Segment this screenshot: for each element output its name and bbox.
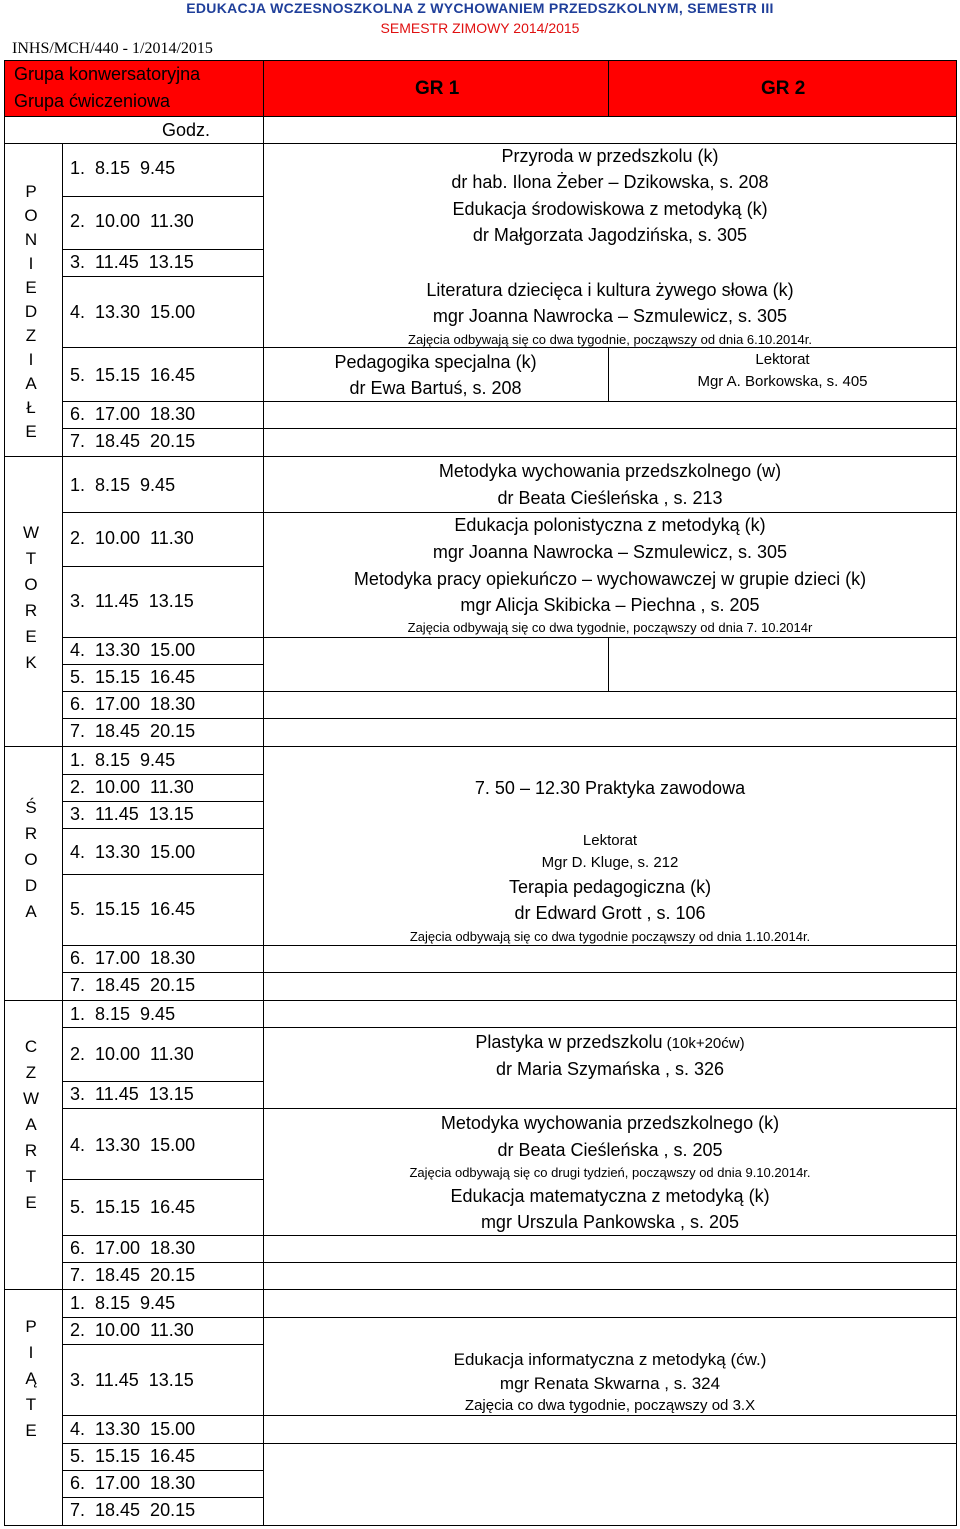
slot-tue-4: 4. 13.30 15.00: [70, 640, 196, 660]
slot-tue-6: 6. 17.00 18.30: [70, 694, 196, 714]
slot-wed-3: 3. 11.45 13.15: [70, 804, 194, 824]
slot-mon-1: 1. 8.15 9.45: [70, 158, 176, 178]
wed-course-2-teacher: Mgr D. Kluge, s. 212: [541, 854, 679, 871]
slot-wed-6: 6. 17.00 18.30: [70, 948, 196, 968]
wed-course-2-title: Lektorat: [582, 832, 638, 849]
tue-course-1-title: Metodyka wychowania przedszkolnego (w): [438, 461, 782, 481]
page-subtitle: SEMESTR ZIMOWY 2014/2015: [380, 20, 580, 36]
slot-tue-2: 2. 10.00 11.30: [70, 528, 194, 548]
slot-mon-4: 4. 13.30 15.00: [70, 302, 196, 322]
day-label-monday: P O N I E D Z I A Ł E: [24, 182, 38, 441]
slot-mon-2: 2. 10.00 11.30: [70, 211, 194, 231]
slot-tue-3: 3. 11.45 13.15: [70, 591, 194, 611]
slot-thu-4: 4. 13.30 15.00: [70, 1135, 196, 1155]
tue-course-2-title: Edukacja polonistyczna z metodyką (k): [454, 515, 766, 535]
slot-mon-6: 6. 17.00 18.30: [70, 404, 196, 424]
wed-course-3-note: Zajęcia odbywają się co dwa tygodnie począwszy od dnia 1.10.2014r.: [409, 929, 811, 944]
fri-course-1-note: Zajęcia co dwa tygodnie, począwszy od 3.X: [464, 1397, 756, 1414]
slot-fri-1: 1. 8.15 9.45: [70, 1293, 176, 1313]
mon-course-2-teacher: dr Małgorzata Jagodzińska, s. 305: [472, 225, 748, 245]
page-title: EDUKACJA WCZESNOSZKOLNA Z WYCHOWANIEM PRZEDSZKOLNYM, SEMESTR III: [186, 0, 774, 16]
tue-course-3-title: Metodyka pracy opiekuńczo – wychowawczej w grupie dzieci (k): [353, 569, 867, 589]
mon-course-3-note: Zajęcia odbywają się co dwa tygodnie, począwszy od dnia 6.10.2014r.: [408, 332, 812, 347]
tue-course-3-note: Zajęcia odbywają się co dwa tygodnie, począwszy od dnia 7. 10.2014r: [407, 620, 813, 635]
mon-course-4-title: Pedagogika specjalna (k): [334, 352, 537, 372]
slot-tue-7: 7. 18.45 20.15: [70, 721, 196, 741]
fri-course-1-teacher: mgr Renata Skwarna , s. 324: [499, 1374, 721, 1393]
label-konwersatoryjna: Grupa konwersatoryjna: [14, 64, 201, 84]
thu-course-1-title: Plastyka w przedszkolu (10k+20ćw): [475, 1032, 745, 1052]
tue-course-1-teacher: dr Beata Cieśleńska , s. 213: [497, 488, 723, 508]
day-label-tuesday: W T O R E K: [22, 523, 40, 672]
thu-course-1-teacher: dr Maria Szymańska , s. 326: [495, 1059, 725, 1079]
slot-tue-5: 5. 15.15 16.45: [70, 667, 196, 687]
mon-course-5-title: Lektorat: [755, 351, 810, 368]
thu-course-3-title: Edukacja matematyczna z metodyką (k): [450, 1186, 770, 1206]
thu-course-2-note: Zajęcia odbywają się co drugi tydzień, począwszy od dnia 9.10.2014r.: [409, 1165, 811, 1180]
slot-thu-3: 3. 11.45 13.15: [70, 1084, 194, 1104]
mon-course-4-teacher: dr Ewa Bartuś, s. 208: [349, 378, 522, 398]
hours-header: Godz.: [162, 120, 211, 140]
thu-course-2-title: Metodyka wychowania przedszkolnego (k): [440, 1113, 780, 1133]
mon-course-3-title: Literatura dziecięca i kultura żywego słowa (k): [426, 280, 794, 300]
slot-wed-4: 4. 13.30 15.00: [70, 842, 196, 862]
day-label-wednesday: Ś R O D A: [24, 798, 38, 921]
day-label-friday: P I Ą T E: [25, 1317, 37, 1440]
mon-course-1-title: Przyroda w przedszkolu (k): [501, 146, 719, 166]
mon-course-5-teacher: Mgr A. Borkowska, s. 405: [697, 373, 868, 390]
tue-course-3-teacher: mgr Alicja Skibicka – Piechna , s. 205: [460, 595, 760, 615]
slot-wed-7: 7. 18.45 20.15: [70, 975, 196, 995]
slot-thu-7: 7. 18.45 20.15: [70, 1265, 196, 1285]
wed-course-3-teacher: dr Edward Grott , s. 106: [514, 903, 706, 923]
slot-wed-1: 1. 8.15 9.45: [70, 750, 176, 770]
slot-wed-2: 2. 10.00 11.30: [70, 777, 194, 797]
thu-course-2-teacher: dr Beata Cieśleńska , s. 205: [497, 1140, 723, 1160]
document-code: INHS/MCH/440 - 1/2014/2015: [12, 40, 213, 57]
slot-fri-2: 2. 10.00 11.30: [70, 1320, 194, 1340]
day-label-thursday: C Z W A R T E: [22, 1037, 40, 1212]
thu-course-3-teacher: mgr Urszula Pankowska , s. 205: [480, 1212, 740, 1232]
slot-wed-5: 5. 15.15 16.45: [70, 899, 196, 919]
slot-fri-6: 6. 17.00 18.30: [70, 1473, 196, 1493]
slot-fri-4: 4. 13.30 15.00: [70, 1419, 196, 1439]
slot-tue-1: 1. 8.15 9.45: [70, 475, 176, 495]
slot-mon-7: 7. 18.45 20.15: [70, 431, 196, 451]
slot-thu-2: 2. 10.00 11.30: [70, 1044, 194, 1064]
slot-fri-5: 5. 15.15 16.45: [70, 1446, 196, 1466]
slot-mon-5: 5. 15.15 16.45: [70, 365, 196, 385]
mon-course-2-title: Edukacja środowiskowa z metodyką (k): [452, 199, 768, 219]
wed-course-3-title: Terapia pedagogiczna (k): [508, 877, 712, 897]
group-2-header: GR 2: [761, 78, 806, 99]
mon-course-3-teacher: mgr Joanna Nawrocka – Szmulewicz, s. 305: [432, 306, 788, 326]
fri-course-1-title: Edukacja informatyczna z metodyką (ćw.): [453, 1350, 767, 1369]
slot-thu-5: 5. 15.15 16.45: [70, 1197, 196, 1217]
slot-thu-1: 1. 8.15 9.45: [70, 1004, 176, 1024]
slot-thu-6: 6. 17.00 18.30: [70, 1238, 196, 1258]
slot-mon-3: 3. 11.45 13.15: [70, 252, 194, 272]
wed-practice: 7. 50 – 12.30 Praktyka zawodowa: [474, 778, 746, 798]
group-1-header: GR 1: [415, 78, 460, 99]
slot-fri-7: 7. 18.45 20.15: [70, 1500, 196, 1520]
label-cwiczeniowa: Grupa ćwiczeniowa: [14, 91, 171, 111]
mon-course-1-teacher: dr hab. Ilona Żeber – Dzikowska, s. 208: [451, 172, 769, 192]
slot-fri-3: 3. 11.45 13.15: [70, 1370, 194, 1390]
tue-course-2-teacher: mgr Joanna Nawrocka – Szmulewicz, s. 305: [432, 542, 788, 562]
